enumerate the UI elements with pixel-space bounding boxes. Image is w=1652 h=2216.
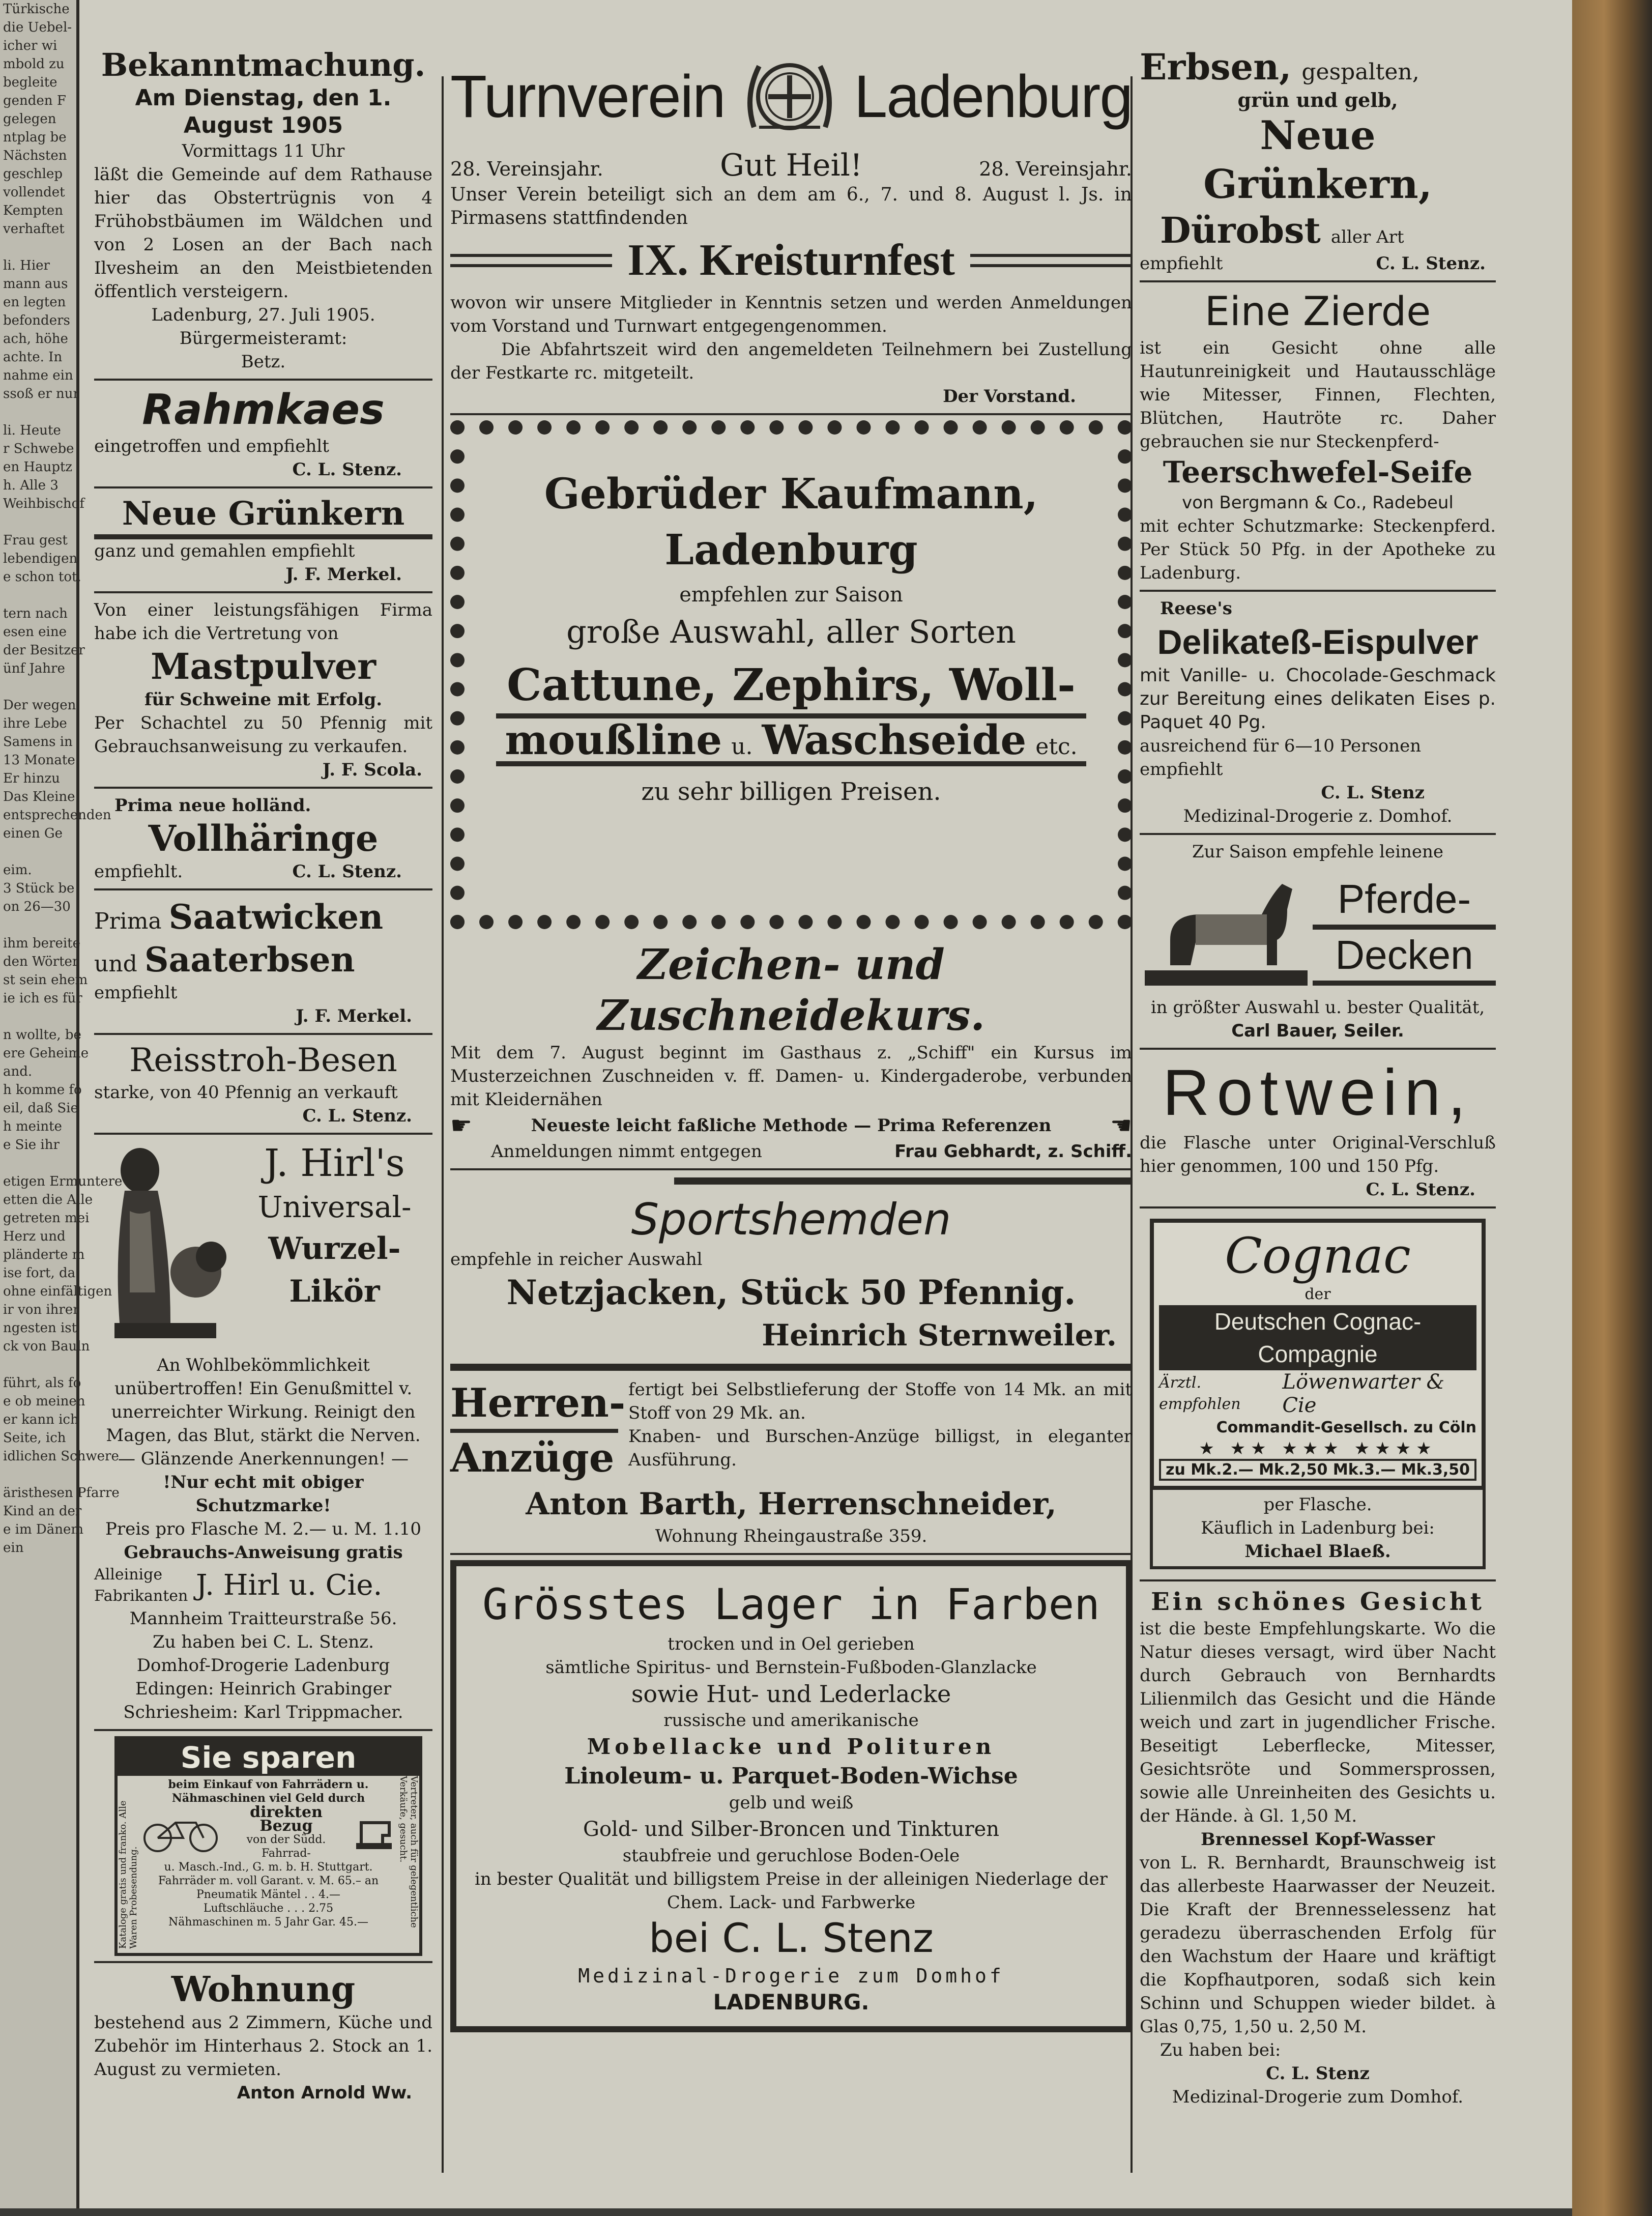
gutter-line: achte. In: [3, 350, 63, 365]
gutter-line: ngesten ist: [3, 1320, 77, 1336]
saat-title2: Saaterbsen: [144, 940, 355, 980]
ad-herren-anzuege: [450, 1378, 1132, 1548]
rahmkaes-sign: C. L. Stenz.: [292, 459, 402, 480]
gutter-line: ck von Bauln: [3, 1339, 90, 1354]
sparen-right-vertical: Vertreter, auch für gelegentliche Verkäufe, gesucht.: [398, 1776, 419, 1928]
kurs-name: Frau Gebhardt, z. Schiff.: [894, 1141, 1132, 1162]
turnverein-fest: IX. Kreisturnfest: [627, 236, 955, 285]
ad-gebrueder-kaufmann: [450, 420, 1132, 929]
farben-l8: Gold- und Silber-Broncen und Tinkturen: [583, 1818, 1000, 1841]
farben-title: Grösstes Lager in Farben: [482, 1579, 1100, 1629]
ad-vollhaeringe: [94, 794, 432, 883]
mastpulver-sub: für Schweine mit Erfolg.: [144, 689, 383, 710]
gutter-line: n wollte, be: [3, 1027, 81, 1043]
pointing-hand-right-icon: ☛: [450, 1111, 473, 1140]
gutter-line: etigen Ermuntere: [3, 1174, 123, 1189]
column-left: [94, 46, 432, 2105]
gutter-line: li. Hier: [3, 258, 50, 273]
gutter-line: befonders: [3, 313, 70, 328]
bekanntmachung-time: Vormittags 11 Uhr: [182, 141, 345, 161]
hirl-line4: Gebrauchs-Anweisung gratis: [124, 1542, 403, 1563]
gutter-line: ir von ihrer: [3, 1302, 79, 1317]
erbsen-t1: Erbsen,: [1140, 46, 1292, 88]
gutter-line: st sein ehem: [3, 972, 88, 988]
kurs-reg: Anmeldungen nimmt entgegen: [491, 1141, 762, 1162]
farben-l1: trocken und in Oel gerieben: [668, 1634, 915, 1654]
hirl-woman-illustration: [94, 1140, 237, 1354]
pferde-line: in größter Auswahl u. bester Qualität,: [1150, 997, 1485, 1018]
zierde-product: Teerschwefel-Seife: [1163, 455, 1473, 490]
gutter-line: genden F: [3, 93, 66, 108]
bekanntmachung-body: läßt die Gemeinde auf dem Rathause hier das Obstertrügnis von 4 Frühobstbäumen im Wäldchen und von 2 Losen an der Bach nach Ilvesheim an den Meistbietenden öffentlich versteigern.: [94, 164, 432, 302]
herren-body1: fertigt bei Selbstlieferung der Stoffe von 14 Mk. an mit Stoff von 29 Mk. an.: [628, 1379, 1132, 1423]
zierde-title: Eine Zierde: [1204, 289, 1431, 335]
bekanntmachung-office: Bürgermeisteramt:: [179, 328, 347, 349]
cognac-prices: zu Mk.2.— Mk.2,50 Mk.3.— Mk.3,50: [1159, 1459, 1476, 1481]
cognac-firm: Löwenwarter & Cie: [1282, 1370, 1445, 1417]
gutter-line: [0, 678, 76, 696]
column-divider-left: [442, 76, 444, 2173]
gutter-line: einen Ge: [3, 826, 63, 841]
hirl-line5: Zu haben bei C. L. Stenz.: [153, 1632, 374, 1652]
gutter-line: mann aus: [3, 276, 68, 292]
ad-turnverein: [450, 46, 1132, 408]
gutter-line: [0, 238, 76, 256]
hirl-line6: Domhof-Drogerie Ladenburg: [136, 1655, 390, 1676]
hirl-line1: — Glänzende Anerkennungen! —: [118, 1449, 409, 1469]
turnverein-year-right: 28. Vereinsjahr.: [979, 158, 1132, 180]
erbsen-t4b: aller Art: [1330, 227, 1404, 247]
gutter-line: ünf Jahre: [3, 661, 65, 676]
gutter-line: ie ich es für: [3, 991, 82, 1006]
gutter-line: äristhesen Pfarre: [3, 1485, 120, 1501]
gesicht-where: Zu haben bei:: [1160, 2040, 1281, 2060]
saat-pre: Prima: [94, 908, 162, 934]
pointing-hand-left-icon: ☚: [1110, 1111, 1132, 1140]
turnverein-year-left: 28. Vereinsjahr.: [450, 158, 603, 180]
gutter-line: idlichen Schwere: [3, 1449, 119, 1464]
besen-title: Reisstroh-Besen: [129, 1042, 397, 1079]
sparen-line-1: Pneumatik Mäntel . . 4.—: [196, 1888, 340, 1901]
gutter-line: e im Dänem: [3, 1522, 84, 1537]
cognac-per: per Flasche.: [1263, 1494, 1372, 1515]
gutter-line: [0, 1008, 76, 1026]
turnverein-body3: Die Abfahrtszeit wird den angemeldeten Teilnehmern bei Zustellung der Festkarte rc. mitgeteilt.: [450, 339, 1132, 383]
sport-line1: empfehle in reicher Auswahl: [450, 1249, 703, 1270]
gutter-line: entsprechenden: [3, 808, 111, 823]
sparen-body1: beim Einkauf von Fahrrädern u. Nähmaschinen viel Geld durch: [168, 1778, 369, 1805]
gutter-line: ein: [3, 1540, 24, 1556]
hirl-title4: Likör: [289, 1274, 380, 1309]
gutter-line: getreten mei: [3, 1211, 90, 1226]
gutter-line: Weihbischof: [3, 496, 84, 511]
gutter-line: ihm bereite: [3, 936, 80, 951]
gutter-line: en legten: [3, 295, 66, 310]
gutter-line: Der wegen: [3, 698, 76, 713]
gutter-line: Kind an der: [3, 1504, 82, 1519]
kaufmann-title: Gebrüder Kaufmann, Ladenburg: [544, 470, 1038, 574]
hirl-line3: Preis pro Flasche M. 2.— u. M. 1.10: [105, 1519, 422, 1539]
sparen-body3: von der Südd. Fahrrad-: [246, 1833, 326, 1860]
horse-blanket-illustration: [1140, 864, 1313, 996]
gutter-line: icher wi: [3, 38, 57, 53]
gutter-line: [0, 513, 76, 531]
kaufmann-line5: zu sehr billigen Preisen.: [641, 778, 941, 806]
gutter-line: e ob meinen: [3, 1394, 85, 1409]
erbsen-t1b: gespalten,: [1301, 59, 1419, 85]
ad-rotwein: [1140, 1055, 1496, 1201]
column-center: [450, 46, 1132, 2032]
ad-hirl-likoer: [94, 1140, 432, 1724]
gutter-line: Frau gest: [3, 533, 68, 548]
gesicht-body2: von L. R. Bernhardt, Braunschweig ist das allerbeste Haarwasser der Neuzeit. Die Kraft der Brennesselessenz hat geradezu überraschenden Erfolg für den Wachstum der Haare und kräftigt die Kopfhautporen, sodaß sich kein Schinn und Schuppen wieder bildet. à Glas 0,75, 1,50 u. 2,50 M.: [1140, 1853, 1496, 2037]
gesicht-sign: C. L. Stenz: [1266, 2063, 1370, 2084]
gutter-line: e schon tot.: [3, 569, 81, 585]
gutter-line: eil, daß Sie: [3, 1101, 78, 1116]
mastpulver-body: Per Schachtel zu 50 Pfennig mit Gebrauchsanweisung zu verkaufen.: [94, 713, 432, 757]
gutter-line: r Schwebe: [3, 441, 74, 456]
gutter-line: pländerte m: [3, 1247, 85, 1262]
ad-gruenkern-merkel: [94, 494, 432, 586]
zierde-body2: mit echter Schutzmarke: Steckenpferd. Per Stück 50 Pfg. in der Apotheke zu Ladenburg.: [1140, 516, 1496, 583]
ad-schoenes-gesicht: [1140, 1587, 1496, 2109]
bekanntmachung-place-date: Ladenburg, 27. Juli 1905.: [151, 305, 375, 325]
eis-body: mit Vanille- u. Chocolade-Geschmack zur Bereitung eines delikaten Eises p. Paquet 40 Pg.: [1140, 665, 1496, 733]
wohnung-sign: Anton Arnold Ww.: [237, 2083, 412, 2103]
rotwein-sign: C. L. Stenz.: [1366, 1179, 1475, 1200]
eis-pre: Reese's: [1160, 598, 1232, 619]
gutter-line: begleite: [3, 75, 57, 90]
erbsen-left: empfiehlt: [1140, 253, 1223, 274]
gutter-line: lebendigen: [3, 551, 78, 566]
gutter-line: ntplag be: [3, 130, 67, 145]
kaufmann-line4a: moußline: [505, 716, 722, 764]
farben-l6: Linoleum- u. Parquet-Boden-Wichse: [564, 1763, 1018, 1789]
rotwein-title: Rotwein,: [1163, 1056, 1473, 1129]
gutter-line: [0, 1154, 76, 1172]
eis-shop: Medizinal-Drogerie z. Domhof.: [1183, 806, 1453, 826]
sparen-line-0: Fahrräder m. voll Garant. v. M. 65.– an: [158, 1875, 379, 1887]
farben-l9: staubfreie und geruchlose Boden-Oele: [622, 1846, 960, 1866]
turnverein-sign: Der Vorstand.: [943, 386, 1076, 407]
ad-mastpulver: [94, 598, 432, 782]
gutter-line: er kann ich: [3, 1412, 79, 1427]
gutter-line: [0, 843, 76, 861]
turnverein-motto: Gut Heil!: [719, 148, 863, 183]
rahmkaes-title: Rahmkaes: [142, 386, 385, 434]
gutter-line: den Wörter: [3, 954, 79, 969]
zierde-body: ist ein Gesicht ohne alle Hautunreinigkeit und Hautausschläge wie Mitesser, Finnen, Flechten, Blütchen, Hautröte rc. Daher gebrauchen sie nur Steckenpferd-: [1140, 338, 1496, 452]
ad-farben: [450, 1560, 1132, 2032]
sparen-title: Sie sparen: [118, 1739, 419, 1776]
kaufmann-line4d: etc.: [1035, 734, 1078, 760]
ad-saat: [94, 896, 432, 1028]
gutter-line: [0, 1356, 76, 1374]
ad-sportshemden: [450, 1192, 1132, 1357]
gesicht-title: Ein schönes Gesicht: [1151, 1588, 1485, 1616]
sparen-line-3: Nähmaschinen m. 5 Jahr Gar. 45.—: [168, 1916, 368, 1929]
ad-eispulver: [1140, 597, 1496, 828]
eis-sign: C. L. Stenz: [1321, 783, 1425, 803]
hirl-title2: Universal-: [257, 1190, 412, 1224]
gutter-line: ssoß er nur: [3, 386, 79, 401]
besen-sign: C. L. Stenz.: [302, 1106, 412, 1126]
sport-line2: Netzjacken, Stück 50 Pfennig.: [506, 1273, 1076, 1312]
gutter-line: vollendet: [3, 185, 65, 200]
gutter-line: esen eine: [3, 624, 67, 640]
sparen-body4: u. Masch.-Ind., G. m. b. H. Stuttgart.: [164, 1861, 373, 1874]
herren-name: Anton Barth, Herrenschneider,: [526, 1486, 1057, 1522]
vollhaeringe-title: Vollhäringe: [148, 817, 379, 859]
eis-title: Delikateß-Eispulver: [1157, 623, 1479, 661]
ad-cognac: [1140, 1214, 1496, 1574]
gutter-line: Türkische: [3, 2, 70, 17]
farben-l4: russische und amerikanische: [663, 1710, 919, 1731]
gutter-line: eim.: [3, 862, 32, 878]
turner-cross-emblem-icon: [739, 46, 841, 148]
gutter-line: h komme fo: [3, 1082, 82, 1098]
hirl-maker-label: Alleinige Fabrikanten: [94, 1566, 188, 1605]
vollhaeringe-pre: Prima neue holländ.: [114, 795, 311, 816]
kurs-body: Mit dem 7. August beginnt im Gasthaus z. „Schiff" ein Kursus im Musterzeichnen Zuschneiden v. ff. Damen- u. Kindergaderobe, verbunden mit Kleidernähen: [450, 1043, 1132, 1110]
gutter-line: ise fort, da: [3, 1265, 76, 1281]
farben-l2: sämtliche Spiritus- und Bernstein-Fußboden-Glanzlacke: [545, 1657, 1037, 1678]
rotwein-body: die Flasche unter Original-Verschluß hier genommen, 100 und 150 Pfg.: [1140, 1133, 1496, 1176]
farben-l10: in bester Qualität und billigstem Preise in der alleinigen Niederlage der Chem. Lack- und Farbwerke: [475, 1869, 1108, 1913]
cognac-der: der: [1305, 1285, 1331, 1303]
saat-left: empfiehlt: [94, 983, 178, 1003]
cognac-sub: Commandit-Gesellsch. zu Cöln: [1216, 1419, 1476, 1436]
hirl-line7: Edingen: Heinrich Grabinger: [135, 1679, 392, 1699]
saat-pre2: und: [94, 951, 137, 977]
ad-zuschneidekurs: [450, 939, 1132, 1163]
gutter-line: mbold zu: [3, 56, 65, 72]
cognac-where: Käuflich in Ladenburg bei:: [1201, 1518, 1435, 1538]
gutter-line: Er hinzu: [3, 771, 60, 786]
gutter-line: Das Kleine: [3, 789, 75, 804]
ad-rahmkaes: [94, 386, 432, 481]
hirl-maker: J. Hirl u. Cie.: [196, 1569, 383, 1602]
farben-bei: bei C. L. Stenz: [649, 1916, 934, 1962]
bekanntmachung-date: Am Dienstag, den 1. August 1905: [135, 85, 392, 138]
cognac-label: [1150, 1219, 1486, 1490]
gutter-line: Samens in: [3, 734, 73, 750]
gutter-line: [0, 586, 76, 605]
turnverein-body: Unser Verein beteiligt sich an dem am 6., 7. und 8. August l. Js. in Pirmasens stattfindenden: [450, 184, 1132, 228]
besen-line: starke, von 40 Pfennig an verkauft: [94, 1082, 398, 1103]
farben-l7: gelb und weiß: [729, 1793, 854, 1813]
pferde-sign: Carl Bauer, Seiler.: [1231, 1021, 1404, 1041]
turnverein-left: Turnverein: [450, 63, 725, 130]
kurs-method: Neueste leicht faßliche Methode — Prima Referenzen: [531, 1115, 1052, 1136]
mastpulver-title: Mastpulver: [150, 645, 376, 687]
gutter-line: Kempten: [3, 203, 63, 218]
gutter-line: führt, als fo: [3, 1375, 81, 1391]
gutter-line: die Uebel-: [3, 20, 72, 35]
sewing-machine-icon: [351, 1812, 397, 1853]
erbsen-t4: Dürobst: [1160, 209, 1321, 251]
eis-body2: ausreichend für 6—10 Personen empfiehlt: [1140, 736, 1422, 780]
cognac-seller: Michael Blaeß.: [1244, 1541, 1391, 1562]
gruenkern-title: Neue Grünkern: [94, 494, 432, 539]
pferde-pre: Zur Saison empfehle leinene: [1192, 842, 1444, 862]
herren-t2: Anzüge: [450, 1435, 615, 1481]
cognac-banner: Deutschen Cognac-Compagnie: [1159, 1305, 1476, 1370]
saat-sign: J. F. Merkel.: [296, 1006, 412, 1026]
ad-wohnung: [94, 1968, 432, 2105]
ad-bekanntmachung: [94, 46, 432, 373]
gutter-line: der Besitzer: [3, 643, 85, 658]
gutter-line: ohne einfältigen: [3, 1284, 112, 1299]
gutter-line: [0, 916, 76, 934]
mastpulver-sign: J. F. Scola.: [322, 760, 422, 780]
gutter-line: on 26—30: [3, 899, 71, 914]
gutter-line: etten die Alle: [3, 1192, 93, 1207]
gutter-line: Seite, ich: [3, 1430, 66, 1446]
gutter-line: h. Alle 3: [3, 478, 59, 493]
ad-pferdedecken: [1140, 840, 1496, 1043]
farben-l5: Mobellacke und Polituren: [587, 1734, 996, 1759]
farben-l3: sowie Hut- und Lederlacke: [631, 1680, 951, 1708]
farben-l11: Medizinal-Drogerie zum Domhof: [578, 1965, 1004, 1987]
gutter-line: and.: [3, 1064, 33, 1079]
wohnung-title: Wohnung: [171, 1969, 356, 2010]
sport-title: Sportshemden: [631, 1194, 951, 1245]
wohnung-body: bestehend aus 2 Zimmern, Küche und Zubehör im Hinterhaus 2. Stock an 1. August zu vermieten.: [94, 2012, 432, 2080]
herren-addr: Wohnung Rheingaustraße 359.: [655, 1526, 928, 1546]
sport-sign: Heinrich Sternweiler.: [762, 1318, 1117, 1352]
gutter-line: verhaftet: [3, 221, 65, 237]
gutter-line: ihre Lebe: [3, 716, 67, 731]
erbsen-sign: C. L. Stenz.: [1376, 253, 1486, 274]
gutter-line: en Hauptz: [3, 459, 73, 475]
kaufmann-line4c: Waschseide: [762, 716, 1027, 764]
gutter-line: [0, 1465, 76, 1484]
sparen-left-vertical: Kataloge gratis und franko. Alle Waren Probesendung.: [118, 1800, 139, 1949]
ad-besen: [94, 1040, 432, 1128]
turnverein-body2: wovon wir unsere Mitglieder in Kenntnis setzen und werden Anmeldungen vom Vorstand und Turnwart entgegengenommen.: [450, 293, 1132, 336]
gutter-line: 3 Stück be: [3, 881, 75, 896]
gutter-line: gelegen: [3, 111, 56, 127]
hirl-line8: Schriesheim: Karl Trippmacher.: [123, 1702, 403, 1722]
zierde-maker: von Bergmann & Co., Radebeul: [1182, 493, 1454, 513]
kaufmann-line2: große Auswahl, aller Sorten: [566, 613, 1016, 650]
hirl-address: Mannheim Traitteurstraße 56.: [129, 1608, 397, 1629]
column-right: [1140, 46, 1496, 2109]
gruenkern-line: ganz und gemahlen empfiehlt: [94, 541, 355, 561]
gutter-line: h meinte: [3, 1119, 62, 1134]
previous-page-fragment: [0, 0, 123, 2208]
turnverein-right: Ladenburg: [854, 63, 1132, 130]
hirl-title3: Wurzel-: [268, 1231, 401, 1267]
bekanntmachung-title: Bekanntmachung.: [101, 46, 426, 83]
ad-sie-sparen: [114, 1736, 422, 1956]
gutter-line: e Sie ihr: [3, 1137, 60, 1153]
cognac-logo: Cognac: [1225, 1227, 1411, 1284]
sparen-line-2: Luftschläuche . . . 2.75: [203, 1902, 334, 1915]
cognac-stamp: Ärztl. empfohlen: [1159, 1374, 1241, 1413]
hirl-title1: J. Hirl's: [264, 1141, 405, 1185]
rahmkaes-line: eingetroffen und empfiehlt: [94, 436, 329, 456]
cognac-stars: ★ ★★ ★★★ ★★★★: [1199, 1438, 1437, 1459]
kaufmann-line3: Cattune, Zephirs, Woll-: [496, 657, 1086, 718]
erbsen-t3: Neue Grünkern,: [1203, 112, 1432, 208]
farben-l12: LADENBURG.: [713, 1990, 870, 2014]
gesicht-shop: Medizinal-Drogerie zum Domhof.: [1172, 2087, 1464, 2107]
gutter-line: ach, höhe: [3, 331, 68, 347]
kurs-title: Zeichen- und Zuschneidekurs.: [597, 940, 985, 1040]
sparen-body2: direkten Bezug: [250, 1803, 323, 1835]
bicycle-icon: [140, 1812, 221, 1853]
book-binding-edge: [1572, 0, 1652, 2216]
hirl-body: An Wohlbekömmlichkeit unübertroffen! Ein Genußmittel v. unerreichter Wirkung. Reinigt den Magen, das Blut, stärkt die Nerven.: [106, 1355, 421, 1446]
gutter-line: ere Geheime: [3, 1046, 89, 1061]
saat-title1: Saatwicken: [168, 897, 384, 937]
gutter-line: nahme ein: [3, 368, 73, 383]
erbsen-t2: grün und gelb,: [1237, 89, 1398, 111]
gutter-line: Nächsten: [3, 148, 67, 163]
gutter-line: 13 Monate: [3, 753, 75, 768]
vollhaeringe-sign: C. L. Stenz.: [292, 861, 402, 882]
gutter-line: tern nach: [3, 606, 68, 621]
kaufmann-line4b: u.: [731, 734, 753, 760]
bekanntmachung-signature: Betz.: [241, 352, 286, 372]
pferde-t1: Pferde-: [1313, 874, 1496, 930]
gutter-line: [0, 403, 76, 421]
mastpulver-intro: Von einer leistungsfähigen Firma habe ich die Vertretung von: [94, 600, 432, 644]
gutter-line: geschlep: [3, 166, 63, 182]
herren-body2: Knaben- und Burschen-Anzüge billigst, in eleganter Ausführung.: [628, 1426, 1132, 1470]
kaufmann-line1: empfehlen zur Saison: [679, 583, 903, 607]
herren-t1: Herren-: [450, 1378, 618, 1433]
vollhaeringe-left: empfiehlt.: [94, 861, 183, 882]
hirl-line2: !Nur echt mit obiger Schutzmarke!: [163, 1472, 364, 1516]
gutter-line: Herz und: [3, 1229, 66, 1244]
ad-eine-zierde: [1140, 287, 1496, 585]
gesicht-product2: Brennessel Kopf-Wasser: [1200, 1829, 1435, 1850]
pferde-t2: Decken: [1313, 930, 1496, 986]
gesicht-body: ist die beste Empfehlungskarte. Wo die Natur dieses versagt, wird über Nacht durch Gebrauch von Bernhardts Lilienmilch das Gesicht und die Hände weich und zart in jugendlicher Frische. Beseitigt Leberflecke, Mitesser, Gesichtsröte und Sommersprossen, sowie alle Unreinheiten des Gesichts u. der Hände. à Gl. 1,50 M.: [1140, 1619, 1496, 1826]
gruenkern-sign: J. F. Merkel.: [285, 564, 402, 585]
gutter-line: li. Heute: [3, 423, 61, 438]
ad-erbsen: [1140, 46, 1496, 275]
